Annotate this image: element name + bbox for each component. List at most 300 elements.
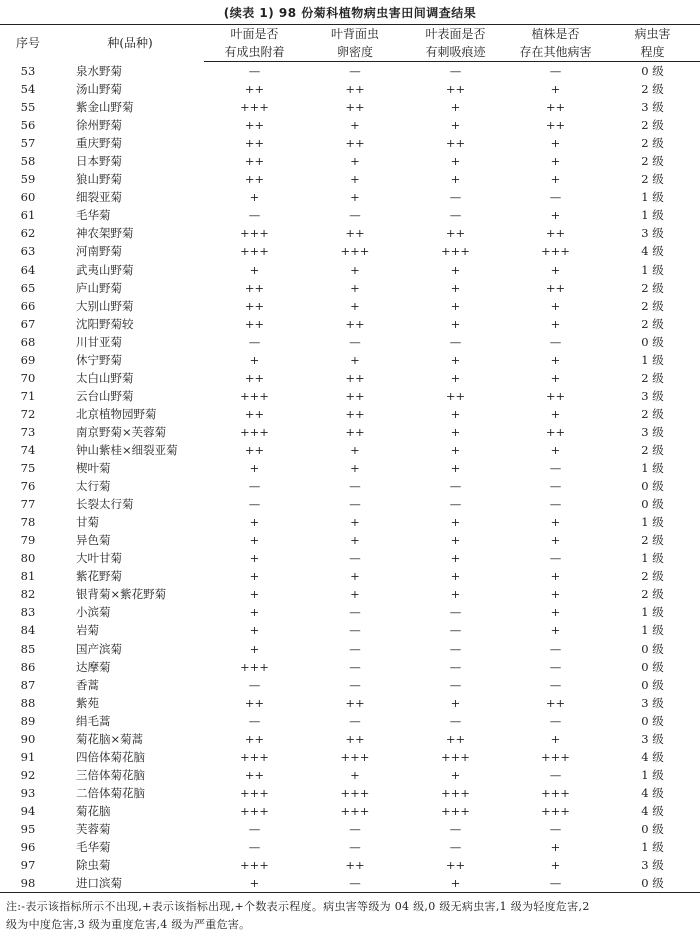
- cell-egg-density: +: [350, 767, 360, 782]
- cell-adult-attached: —: [248, 821, 261, 836]
- cell-egg-density: —: [349, 713, 361, 728]
- cell-variety: 河南野菊: [76, 244, 122, 259]
- cell-adult-attached: ++: [244, 136, 265, 151]
- table-row: [0, 188, 700, 206]
- table-row: [0, 224, 700, 242]
- cell-serial-number: 68: [20, 334, 36, 349]
- table-row: [0, 567, 700, 585]
- cell-other-disease: ++: [545, 280, 566, 295]
- cell-serial-number: 75: [20, 461, 36, 476]
- cell-adult-attached: ++: [244, 280, 265, 295]
- cell-egg-density: ++: [345, 316, 365, 331]
- cell-other-disease: +: [550, 262, 561, 277]
- cell-sucking-marks: +++: [441, 785, 470, 800]
- cell-adult-attached: +: [249, 190, 260, 205]
- cell-sucking-marks: +: [450, 569, 461, 584]
- cell-egg-density: ++: [345, 406, 365, 421]
- cell-adult-attached: +: [249, 641, 260, 656]
- cell-severity: 2 级: [641, 154, 664, 169]
- table-row: [0, 315, 700, 333]
- cell-other-disease: +: [550, 172, 561, 187]
- cell-serial-number: 83: [20, 605, 36, 620]
- cell-variety: 大别山野菊: [76, 298, 134, 313]
- cell-sucking-marks: —: [449, 623, 462, 638]
- cell-variety: 进口滨菊: [56, 874, 204, 893]
- cell-sucking-marks: —: [449, 334, 462, 349]
- cell-sucking-marks: ++: [445, 731, 466, 746]
- table-row: [0, 206, 700, 224]
- cell-serial-number: 73: [20, 424, 36, 439]
- cell-egg-density: —: [349, 840, 361, 855]
- cell-severity: 1 级: [641, 262, 664, 277]
- cell-severity: 2 级: [641, 118, 664, 133]
- cell-adult-attached: +++: [240, 858, 269, 873]
- cell-other-disease: —: [549, 659, 562, 674]
- table-row: [0, 170, 700, 188]
- cell-egg-density: +++: [340, 244, 370, 259]
- cell-other-disease: ++: [545, 100, 566, 115]
- cell-severity: 3 级: [641, 731, 664, 746]
- cell-other-disease: ++: [545, 695, 566, 710]
- cell-other-disease: ++: [545, 424, 566, 439]
- cell-other-disease: +: [550, 840, 561, 855]
- cell-other-disease: —: [549, 190, 562, 205]
- cell-variety: 庐山野菊: [76, 280, 122, 295]
- table-row: [0, 640, 700, 658]
- cell-sucking-marks: +: [450, 100, 461, 115]
- cell-egg-density: +++: [340, 803, 370, 818]
- cell-other-disease: +++: [541, 803, 570, 818]
- cell-adult-attached: ++: [244, 82, 265, 97]
- cell-variety: 紫花野菊: [76, 569, 122, 584]
- cell-severity: 0 级: [641, 64, 664, 79]
- table-row: [0, 712, 700, 730]
- cell-variety: 银背菊×紫花野菊: [76, 587, 167, 602]
- cell-sucking-marks: +: [450, 587, 461, 602]
- table-row: [0, 261, 700, 279]
- cell-egg-density: —: [349, 677, 361, 692]
- table-body: [0, 62, 700, 893]
- cell-egg-density: ++: [345, 226, 365, 241]
- cell-serial-number: 81: [20, 569, 36, 584]
- cell-severity: 4 级: [641, 803, 664, 818]
- cell-severity: 2 级: [641, 82, 664, 97]
- cell-variety: 徐州野菊: [76, 118, 122, 133]
- cell-other-disease: —: [506, 874, 605, 893]
- cell-sucking-marks: ++: [445, 226, 466, 241]
- cell-severity: 3 级: [641, 858, 664, 873]
- cell-sucking-marks: +: [450, 443, 461, 457]
- cell-variety: 云台山野菊: [76, 388, 134, 403]
- header-adult-attached-line2: 有成虫附着: [204, 43, 305, 62]
- cell-egg-density: ++: [345, 695, 365, 710]
- cell-variety: 太白山野菊: [76, 370, 134, 385]
- cell-variety: 重庆野菊: [76, 136, 122, 151]
- cell-adult-attached: ++: [244, 118, 265, 133]
- cell-severity: 2 级: [641, 316, 664, 331]
- cell-other-disease: ++: [545, 388, 566, 403]
- cell-serial-number: 77: [20, 497, 36, 512]
- cell-severity: 0 级: [641, 641, 664, 656]
- cell-other-disease: +++: [541, 244, 570, 259]
- cell-variety: 毛华菊: [76, 840, 111, 855]
- cell-adult-attached: +++: [240, 100, 269, 115]
- cell-severity: 1 级: [641, 190, 664, 205]
- cell-variety: 岩菊: [76, 623, 99, 638]
- cell-other-disease: +: [550, 298, 561, 313]
- cell-serial-number: 80: [20, 551, 36, 566]
- pest-survey-table: [0, 24, 700, 893]
- cell-variety: 绢毛蒿: [76, 713, 111, 728]
- cell-serial-number: 57: [20, 136, 36, 151]
- table-row: [0, 802, 700, 820]
- cell-sucking-marks: —: [449, 677, 462, 692]
- cell-variety: 大叶甘菊: [76, 551, 122, 566]
- cell-egg-density: —: [349, 497, 361, 512]
- cell-variety: 异色菊: [76, 533, 111, 548]
- cell-adult-attached: +++: [240, 244, 269, 259]
- cell-serial-number: 82: [20, 587, 36, 602]
- cell-variety: 菊花脑: [76, 803, 111, 818]
- cell-egg-density: ++: [345, 136, 365, 151]
- cell-severity: 0 级: [641, 334, 664, 349]
- cell-severity: 0 级: [641, 821, 664, 836]
- cell-other-disease: +: [550, 352, 561, 367]
- cell-severity: 1 级: [641, 461, 664, 476]
- cell-other-disease: —: [549, 479, 562, 494]
- cell-egg-density: ++: [345, 100, 365, 115]
- cell-other-disease: +: [550, 136, 561, 151]
- cell-sucking-marks: —: [449, 479, 462, 494]
- table-footnote: [6, 898, 696, 934]
- table-row: [0, 134, 700, 152]
- cell-adult-attached: —: [248, 497, 261, 512]
- cell-serial-number: 74: [20, 443, 36, 457]
- table-row: [0, 477, 700, 495]
- cell-other-disease: —: [549, 551, 562, 566]
- cell-other-disease: +: [550, 82, 561, 97]
- cell-other-disease: —: [549, 334, 562, 349]
- cell-other-disease: +: [550, 406, 561, 421]
- cell-other-disease: +: [550, 154, 561, 169]
- cell-variety: 小滨菊: [76, 605, 111, 620]
- table-row: [0, 116, 700, 134]
- header-adult-attached: 叶面是否: [204, 25, 305, 44]
- cell-variety: 神农架野菊: [76, 226, 134, 241]
- cell-variety: 二倍体菊花脑: [76, 785, 145, 800]
- cell-severity: 0 级: [641, 677, 664, 692]
- cell-severity: 2 级: [641, 587, 664, 602]
- header-severity: 病虫害: [605, 25, 700, 44]
- cell-sucking-marks: ++: [445, 388, 466, 403]
- cell-variety: 楔叶菊: [76, 461, 111, 476]
- header-other-disease: 植株是否: [506, 25, 605, 44]
- cell-sucking-marks: —: [449, 64, 462, 79]
- cell-adult-attached: +: [249, 533, 260, 548]
- cell-other-disease: —: [549, 641, 562, 656]
- cell-adult-attached: +++: [240, 785, 269, 800]
- table-row: [0, 730, 700, 748]
- header-serial-number: 序号: [0, 25, 56, 62]
- cell-sucking-marks: +: [450, 515, 461, 530]
- cell-serial-number: 79: [20, 533, 36, 548]
- cell-egg-density: —: [349, 479, 361, 494]
- cell-serial-number: 72: [20, 406, 36, 421]
- cell-sucking-marks: +: [450, 154, 461, 169]
- cell-egg-density: —: [349, 623, 361, 638]
- cell-sucking-marks: +: [450, 298, 461, 313]
- cell-serial-number: 63: [20, 244, 36, 259]
- cell-sucking-marks: +: [450, 370, 461, 385]
- cell-egg-density: +: [350, 262, 360, 277]
- table-title: (续表 1) 98 份菊科植物病虫害田间调查结果: [223, 6, 477, 20]
- cell-other-disease: +: [550, 443, 561, 457]
- table-row: [0, 621, 700, 639]
- table-row: [0, 62, 700, 81]
- cell-serial-number: 61: [20, 208, 36, 223]
- cell-adult-attached: —: [248, 208, 261, 223]
- cell-egg-density: —: [349, 551, 361, 566]
- cell-severity: 1 级: [641, 767, 664, 782]
- cell-severity: 2 级: [641, 280, 664, 295]
- cell-serial-number: 86: [20, 659, 36, 674]
- cell-other-disease: +: [550, 515, 561, 530]
- cell-egg-density: +: [350, 533, 360, 548]
- cell-egg-density: +++: [340, 785, 370, 800]
- cell-egg-density: +: [350, 154, 360, 169]
- cell-serial-number: 92: [20, 767, 36, 782]
- cell-adult-attached: ++: [244, 316, 265, 331]
- cell-severity: 1 级: [641, 208, 664, 223]
- cell-sucking-marks: ++: [445, 858, 466, 873]
- cell-severity: 1 级: [641, 515, 664, 530]
- cell-severity: 2 级: [641, 136, 664, 151]
- cell-sucking-marks: +++: [441, 803, 470, 818]
- header-other-disease-line2: 存在其他病害: [506, 43, 605, 62]
- cell-variety: 三倍体菊花脑: [76, 767, 145, 782]
- cell-sucking-marks: +: [450, 280, 461, 295]
- cell-adult-attached: +++: [240, 388, 269, 403]
- cell-severity: 3 级: [641, 424, 664, 439]
- cell-other-disease: +: [550, 731, 561, 746]
- table-row: [0, 531, 700, 549]
- cell-variety: 香蒿: [76, 677, 99, 692]
- cell-other-disease: +: [550, 316, 561, 331]
- cell-severity: 1 级: [641, 605, 664, 620]
- table-row: [0, 387, 700, 405]
- cell-other-disease: —: [549, 64, 562, 79]
- cell-adult-attached: ++: [244, 767, 265, 782]
- cell-variety: 国产滨菊: [76, 641, 122, 656]
- cell-other-disease: +: [550, 587, 561, 602]
- table-row: [0, 820, 700, 838]
- cell-serial-number: 98: [0, 874, 56, 893]
- cell-serial-number: 85: [20, 641, 36, 656]
- cell-serial-number: 71: [20, 388, 36, 403]
- cell-serial-number: 66: [20, 298, 36, 313]
- table-row: [0, 603, 700, 621]
- cell-other-disease: —: [549, 677, 562, 692]
- table-row: [0, 784, 700, 802]
- cell-severity: 3 级: [641, 695, 664, 710]
- table-row: [0, 242, 700, 260]
- cell-egg-density: +: [350, 587, 360, 602]
- table-row: [0, 495, 700, 513]
- cell-adult-attached: +: [249, 352, 260, 367]
- cell-adult-attached: —: [248, 840, 261, 855]
- cell-severity: 1 级: [641, 623, 664, 638]
- cell-serial-number: 87: [20, 677, 36, 692]
- cell-adult-attached: ++: [244, 731, 265, 746]
- cell-variety: 沈阳野菊较: [76, 316, 134, 331]
- cell-sucking-marks: —: [449, 659, 462, 674]
- cell-serial-number: 60: [20, 190, 36, 205]
- cell-egg-density: ++: [345, 731, 365, 746]
- cell-severity: 2 级: [641, 406, 664, 421]
- cell-severity: 1 级: [641, 551, 664, 566]
- cell-variety: 南京野菊×芙蓉菊: [76, 424, 167, 439]
- cell-variety: 太行菊: [76, 479, 111, 494]
- cell-variety: 武夷山野菊: [76, 262, 134, 277]
- cell-severity: 2 级: [641, 569, 664, 584]
- cell-serial-number: 58: [20, 154, 36, 169]
- cell-egg-density: ++: [345, 388, 365, 403]
- cell-severity: 0 级: [641, 479, 664, 494]
- cell-other-disease: —: [549, 767, 562, 782]
- cell-adult-attached: +++: [240, 803, 269, 818]
- cell-sucking-marks: ++: [445, 82, 466, 97]
- table-row: [0, 333, 700, 351]
- header-sucking-marks-line2: 有刺吸痕迹: [405, 43, 506, 62]
- cell-serial-number: 53: [20, 63, 36, 78]
- table-row: [0, 423, 700, 441]
- cell-sucking-marks: ++: [445, 136, 466, 151]
- cell-variety: 长裂太行菊: [76, 497, 134, 512]
- cell-sucking-marks: +: [450, 352, 461, 367]
- cell-sucking-marks: +: [450, 533, 461, 548]
- cell-other-disease: ++: [545, 118, 566, 133]
- table-row: [0, 658, 700, 676]
- cell-egg-density: +: [350, 298, 360, 313]
- cell-adult-attached: —: [248, 713, 261, 728]
- table-row: [0, 152, 700, 170]
- cell-serial-number: 69: [20, 352, 36, 367]
- cell-variety: 菊花脑×菊蒿: [76, 731, 144, 746]
- cell-other-disease: —: [549, 713, 562, 728]
- cell-egg-density: —: [349, 641, 361, 656]
- cell-adult-attached: ++: [244, 370, 265, 385]
- cell-egg-density: ++: [345, 370, 365, 385]
- header-sucking-marks: 叶表面是否: [405, 25, 506, 44]
- cell-egg-density: —: [349, 659, 361, 674]
- cell-sucking-marks: —: [449, 497, 462, 512]
- cell-serial-number: 54: [20, 82, 36, 97]
- cell-sucking-marks: +: [450, 461, 461, 476]
- header-variety: 种(品种): [56, 25, 204, 62]
- table-row: [0, 405, 700, 423]
- cell-sucking-marks: —: [449, 840, 462, 855]
- cell-adult-attached: +: [249, 551, 260, 566]
- cell-egg-density: —: [349, 821, 361, 836]
- cell-variety: 泉水野菊: [76, 63, 122, 78]
- cell-other-disease: +: [550, 208, 561, 223]
- cell-severity: 0 级: [641, 497, 664, 512]
- cell-egg-density: +: [350, 118, 360, 133]
- cell-other-disease: +: [550, 370, 561, 385]
- cell-severity: 2 级: [641, 172, 664, 187]
- cell-variety: 除虫菊: [76, 858, 111, 873]
- cell-adult-attached: +: [204, 874, 305, 893]
- cell-adult-attached: +++: [240, 749, 269, 764]
- cell-serial-number: 56: [20, 118, 36, 133]
- cell-adult-attached: —: [248, 479, 261, 494]
- table-row: [0, 369, 700, 387]
- cell-other-disease: —: [549, 821, 562, 836]
- cell-sucking-marks: +++: [441, 749, 470, 764]
- cell-adult-attached: ++: [244, 695, 265, 710]
- cell-serial-number: 59: [20, 172, 36, 187]
- cell-sucking-marks: +: [450, 406, 461, 421]
- cell-sucking-marks: +++: [441, 244, 470, 259]
- table-row: [0, 676, 700, 694]
- cell-severity: 2 级: [641, 533, 664, 548]
- cell-variety: 紫金山野菊: [76, 100, 134, 115]
- cell-serial-number: 76: [20, 479, 36, 494]
- header-row: [0, 25, 700, 44]
- cell-egg-density: —: [349, 334, 361, 349]
- cell-adult-attached: ++: [244, 154, 265, 169]
- cell-adult-attached: ++: [244, 406, 265, 421]
- cell-severity: 4 级: [641, 785, 664, 800]
- cell-variety: 钟山紫桂×细裂亚菊: [76, 443, 178, 457]
- cell-egg-density: —: [305, 874, 405, 893]
- cell-other-disease: +: [550, 858, 561, 873]
- cell-adult-attached: ++: [244, 443, 265, 457]
- cell-serial-number: 78: [20, 515, 36, 530]
- cell-adult-attached: —: [248, 64, 261, 79]
- cell-variety: 北京植物园野菊: [76, 406, 157, 421]
- cell-serial-number: 64: [20, 262, 36, 277]
- cell-sucking-marks: —: [449, 713, 462, 728]
- cell-adult-attached: +++: [240, 424, 269, 439]
- cell-other-disease: —: [549, 461, 562, 476]
- cell-egg-density: +: [350, 352, 360, 367]
- cell-egg-density: ++: [345, 424, 365, 439]
- cell-sucking-marks: +: [450, 424, 461, 439]
- cell-variety: 紫苑: [76, 695, 99, 710]
- cell-variety: 毛华菊: [76, 208, 111, 223]
- header-severity-line2: 程度: [605, 43, 700, 62]
- cell-adult-attached: —: [248, 677, 261, 692]
- cell-sucking-marks: +: [450, 551, 461, 566]
- cell-egg-density: +: [350, 515, 360, 530]
- cell-sucking-marks: +: [450, 767, 461, 782]
- cell-severity: 4 级: [641, 749, 664, 764]
- cell-serial-number: 91: [20, 749, 36, 764]
- table-row: [0, 279, 700, 297]
- cell-serial-number: 97: [20, 858, 36, 873]
- cell-egg-density: —: [349, 64, 361, 79]
- cell-egg-density: +: [350, 569, 360, 584]
- cell-serial-number: 84: [20, 623, 36, 638]
- cell-other-disease: +: [550, 569, 561, 584]
- cell-adult-attached: ++: [244, 172, 265, 187]
- table-row: [0, 80, 700, 98]
- table-row: [0, 838, 700, 856]
- cell-egg-density: +: [350, 443, 360, 457]
- cell-variety: 四倍体菊花脑: [76, 749, 145, 764]
- table-row: [0, 766, 700, 784]
